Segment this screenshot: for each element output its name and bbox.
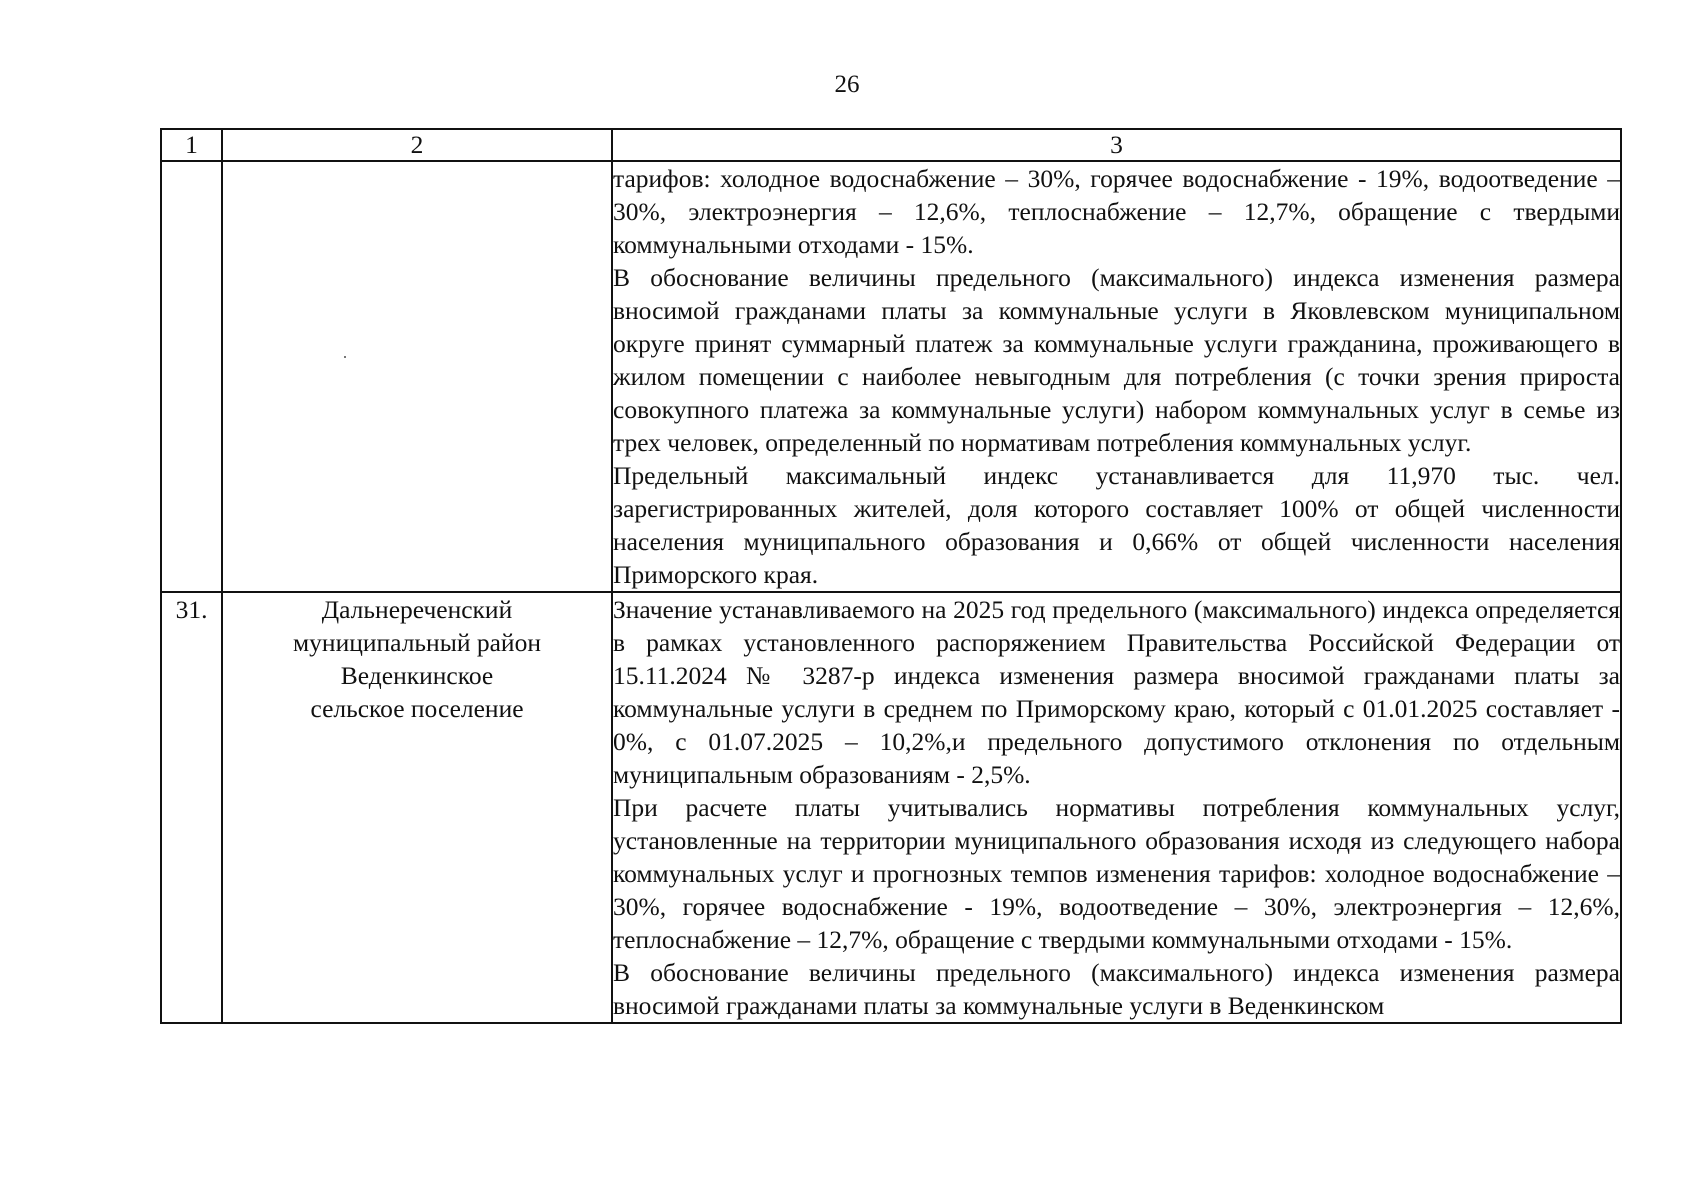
description-paragraph: Значение устанавливаемого на 2025 год предельного (максимального) индекса определяется в рамках установленного распоряжением Правительства Российской Федерации от 15.11.2024 № 3287-р индекса изменения размера вносимой гражданами платы за коммунальные услуги в среднем по Приморскому краю, который с 01.01.2025 составляет - 0%, с 01.07.2025 – 10,2%,и предельного допустимого отклонения по отдельным муниципальным образованиям - 2,5%. [613, 595, 1620, 789]
description-paragraph: В обоснование величины предельного (максимального) индекса изменения размера вносимой гражданами платы за коммунальные услуги в Веденкинском [613, 958, 1620, 1020]
scan-speck [344, 356, 346, 358]
municipality-name-line: сельское поселение [310, 694, 524, 723]
index-table [160, 128, 1622, 1024]
description-cell [612, 592, 1621, 1023]
description-paragraph: Предельный максимальный индекс устанавливается для 11,970 тыс. чел. зарегистрированных жителей, доля которого составляет 100% от общей численности населения муниципального образования и 0,66% от общей численности населения Приморского края. [613, 461, 1620, 589]
column-header-1: 1 [161, 129, 222, 161]
table-row [161, 161, 1621, 592]
municipality-name-line: муниципальный район [293, 628, 541, 657]
description-paragraph: В обоснование величины предельного (максимального) индекса изменения размера вносимой гражданами платы за коммунальные услуги в Яковлевском муниципальном округе принят суммарный платеж за коммунальные услуги гражданина, проживающего в жилом помещении с наиболее невыгодным для потребления (с точки зрения прироста совокупного платежа за коммунальные услуги) набором коммунальных услуг в семье из трех человек, определенный по нормативам потребления коммунальных услуг. [613, 263, 1620, 457]
municipality-name-line: Веденкинское [340, 661, 494, 690]
description-cell [612, 161, 1621, 592]
description-paragraph: тарифов: холодное водоснабжение – 30%, горячее водоснабжение - 19%, водоотведение – 30%, электроэнергия – 12,6%, теплоснабжение – 12,7%, обращение с твердыми коммунальными отходами - 15%. [613, 164, 1620, 259]
municipality-name-line: Дальнереченский [321, 595, 513, 624]
column-header-3: 3 [612, 129, 1621, 161]
row-number: 31. [161, 592, 222, 1023]
column-header-2: 2 [222, 129, 612, 161]
table-header-row [161, 129, 1621, 161]
row-number [161, 161, 222, 592]
municipality-name [222, 592, 612, 1023]
municipality-name [222, 161, 612, 592]
description-paragraph: При расчете платы учитывались нормативы потребления коммунальных услуг, установленные на территории муниципального образования исходя из следующего набора коммунальных услуг и прогнозных темпов изменения тарифов: холодное водоснабжение – 30%, горячее водоснабжение - 19%, водоотведение – 30%, электроэнергия – 12,6%, теплоснабжение – 12,7%, обращение с твердыми коммунальными отходами - 15%. [613, 793, 1620, 954]
page-number: 26 [834, 71, 860, 98]
table-row [161, 592, 1621, 1023]
